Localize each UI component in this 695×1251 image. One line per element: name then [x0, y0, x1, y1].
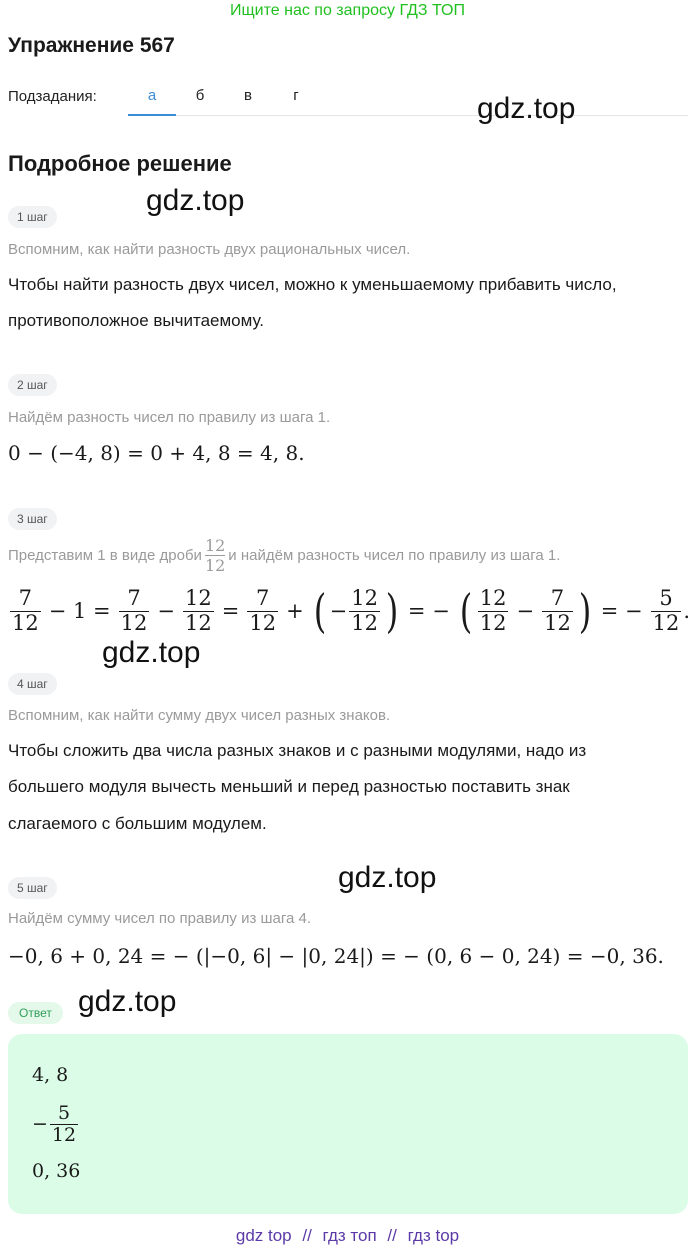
step-badge: 2 шаг: [8, 374, 57, 396]
answer-value: [32, 1098, 80, 1150]
footer-links: [0, 1226, 695, 1246]
operator: =: [221, 599, 240, 623]
step-text: Чтобы найти разность двух чисел, можно к уменьшаемому прибавить число,: [8, 275, 617, 294]
fraction-numerator: 7: [550, 586, 565, 611]
answer-value: 4, 8: [32, 1064, 69, 1086]
fraction-numerator: 5: [659, 586, 673, 611]
fraction-numerator: 12: [204, 536, 226, 555]
operator: −: [32, 1113, 48, 1135]
tab-v[interactable]: в: [244, 87, 252, 104]
period: .: [683, 599, 691, 623]
fraction: [183, 587, 214, 634]
fraction: [651, 587, 682, 634]
step-hint: Вспомним, как найти сумму двух чисел разных знаков.: [8, 707, 391, 724]
operator: −: [516, 599, 535, 623]
left-paren: (: [459, 584, 473, 638]
fraction-numerator: 7: [18, 586, 33, 611]
operator: −: [157, 599, 175, 623]
fraction: [50, 1103, 78, 1146]
operator: − 1 =: [48, 599, 111, 623]
footer-separator: //: [387, 1226, 397, 1245]
fraction: [542, 587, 573, 634]
fraction-denominator: 12: [184, 610, 212, 635]
fraction-denominator: 12: [652, 610, 680, 635]
answer-value: 0, 36: [32, 1160, 81, 1182]
fraction: [119, 587, 150, 634]
step-badge: 4 шаг: [8, 673, 57, 695]
fraction-denominator: 12: [120, 610, 148, 635]
step-text: Чтобы сложить два числа разных знаков и с разными модулями, надо из: [8, 741, 587, 760]
step-text: большего модуля вычесть меньший и перед разностью поставить знак: [8, 777, 570, 796]
watermark: gdz.top: [477, 92, 576, 125]
footer-link[interactable]: гдз топ: [322, 1226, 377, 1245]
fraction: [247, 587, 278, 634]
tab-a[interactable]: а: [128, 82, 176, 116]
hint-fraction: [205, 536, 225, 575]
page-title: Упражнение 567: [8, 34, 175, 57]
step-text: слагаемого с большим модулем.: [8, 814, 267, 833]
answer-box: [8, 1034, 688, 1214]
fraction-numerator: 12: [479, 586, 507, 611]
left-paren: (: [313, 584, 326, 638]
fraction: [349, 587, 380, 634]
step-text: противоположное вычитаемому.: [8, 311, 265, 330]
right-paren: ): [578, 584, 592, 638]
fraction-numerator: 12: [184, 586, 212, 611]
step-hint: [8, 536, 560, 575]
step-hint: Найдём сумму чисел по правилу из шага 4.: [8, 910, 312, 927]
fraction: [10, 587, 41, 634]
fraction-denominator: 12: [351, 610, 378, 635]
fraction-denominator: 12: [479, 610, 507, 635]
step-badge: 5 шаг: [8, 877, 57, 899]
step-equation: 0 − (−4, 8) = 0 + 4, 8 = 4, 8.: [8, 441, 305, 465]
fraction-denominator: 12: [204, 556, 226, 575]
subtasks-label: Подзадания:: [8, 88, 97, 105]
footer-link[interactable]: gdz top: [235, 1226, 292, 1245]
operator: = −: [600, 599, 643, 623]
watermark: gdz.top: [78, 985, 177, 1018]
fraction-denominator: 12: [249, 610, 277, 635]
step-badge: 1 шаг: [8, 206, 57, 228]
operator: +: [286, 599, 304, 623]
footer-separator: //: [302, 1226, 312, 1245]
fraction-numerator: 7: [127, 586, 141, 611]
operator: −: [329, 599, 348, 623]
fraction: [478, 587, 509, 634]
hint-text: Представим 1 в виде дроби: [8, 547, 202, 564]
footer-link[interactable]: гдз top: [407, 1226, 460, 1245]
step-badge: 3 шаг: [8, 508, 57, 530]
solution-title: Подробное решение: [8, 151, 232, 176]
fraction-denominator: 12: [12, 610, 39, 635]
operator: = −: [407, 599, 450, 623]
search-hint-banner: Ищите нас по запросу ГДЗ ТОП: [230, 2, 465, 19]
fraction-numerator: 7: [256, 586, 270, 611]
fraction-denominator: 12: [51, 1123, 77, 1146]
fraction-denominator: 12: [544, 610, 571, 635]
fraction-numerator: 12: [351, 586, 378, 611]
tab-g[interactable]: г: [293, 87, 299, 104]
watermark: gdz.top: [102, 636, 201, 669]
subtask-tabs: [128, 82, 320, 116]
right-paren: ): [385, 584, 399, 638]
watermark: gdz.top: [338, 861, 437, 894]
step-hint: Вспомним, как найти разность двух рациональных чисел.: [8, 241, 411, 258]
step-equation: [8, 584, 690, 638]
fraction-numerator: 5: [57, 1101, 71, 1124]
tab-b[interactable]: б: [195, 87, 205, 104]
hint-text: и найдём разность чисел по правилу из шага 1.: [228, 547, 561, 564]
step-equation: −0, 6 + 0, 24 = − (|−0, 6| − |0, 24|) = − (0, 6 − 0, 24) = −0, 36.: [8, 944, 664, 968]
answer-badge: Ответ: [8, 1002, 63, 1024]
step-hint: Найдём разность чисел по правилу из шага 1.: [8, 409, 331, 426]
watermark: gdz.top: [146, 184, 245, 217]
